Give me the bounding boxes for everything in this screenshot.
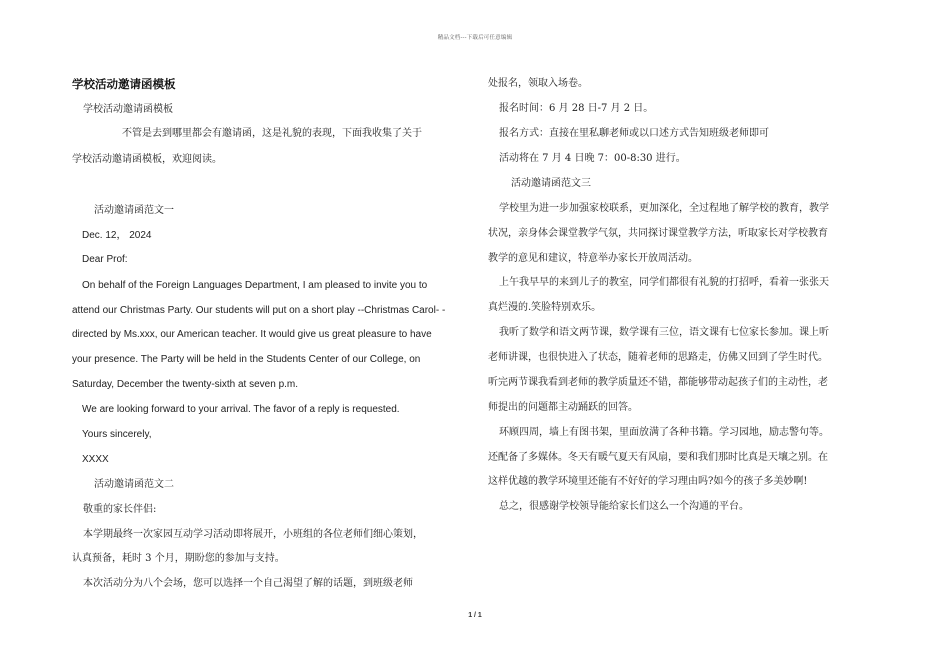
paragraph-line: 活动将在 7 月 4 日晚 7：00-8:30 进行。 [499, 153, 686, 164]
paragraph-line: 教学的意见和建议，特意举办家长开放周活动。 [488, 253, 698, 264]
paragraph-line: 听完两节课我看到老师的教学质量还不错，都能够带动起孩子们的主动性，老 [488, 377, 828, 388]
letter-closing: Yours sincerely, [82, 429, 152, 440]
paragraph-line: 本学期最终一次家园互动学习活动即将展开，小班组的各位老师们细心策划， [83, 529, 423, 540]
paragraph-line: 我听了数学和语文两节课，数学课有三位，语文课有七位家长参加。课上听 [499, 327, 829, 338]
paragraph-line: 不管是去到哪里都会有邀请函，这是礼貌的表现，下面我收集了关于 [122, 128, 422, 139]
paragraph-line: 总之，很感谢学校领导能给家长们这么一个沟通的平台。 [499, 501, 749, 512]
letter-signature: XXXX [82, 454, 109, 465]
section-heading: 活动邀请函范文一 [94, 205, 174, 216]
paragraph-line: 真烂漫的.笑脸特别欢乐。 [488, 302, 602, 313]
paragraph-line: 老师讲课，也很快进入了状态，随着老师的思路走，仿佛又回到了学生时代。 [488, 352, 828, 363]
paragraph-line: 学校里为进一步加强家校联系，更加深化，全过程地了解学校的教育，教学 [499, 203, 829, 214]
letter-salutation: Dear Prof: [82, 254, 128, 265]
section-heading: 活动邀请函范文二 [94, 479, 174, 490]
section-heading: 活动邀请函范文三 [511, 178, 591, 189]
paragraph-line: 处报名，领取入场卷。 [488, 78, 588, 89]
paragraph-line: 学校活动邀请函模板，欢迎阅读。 [72, 154, 222, 165]
paragraph-line: 还配备了多媒体。冬天有暖气夏天有风扇，要和我们那时比真是天壤之别。在 [488, 452, 828, 463]
paragraph-line: directed by Ms.xxx, our American teacher. It would give us great pleasure to have [72, 329, 432, 340]
paragraph-line: 报名时间：6 月 28 日-7 月 2 日。 [499, 103, 654, 114]
paragraph-line: 敬重的家长伴侣: [83, 504, 157, 515]
page-header: 精品文档---下载后可任意编辑 [437, 35, 513, 41]
paragraph-line: 认真预备，耗时 3 个月，期盼您的参加与支持。 [72, 553, 285, 564]
paragraph-line: Saturday, December the twenty-sixth at seven p.m. [72, 379, 299, 390]
paragraph-line: 这样优越的教学环境里还能有不好好的学习理由吗?如今的孩子多美妙啊! [488, 476, 808, 487]
paragraph-line: your presence. The Party will be held in the Students Center of our College, on [72, 354, 421, 365]
paragraph-line: 学校活动邀请函模板 [83, 104, 173, 115]
paragraph-line: 环顾四周，墙上有图书架，里面放满了各种书籍。学习园地，励志警句等。 [499, 427, 829, 438]
paragraph-line: 本次活动分为八个会场，您可以选择一个自己渴望了解的话题，到班级老师 [83, 578, 413, 589]
paragraph-line: 上午我早早的来到儿子的教室，同学们都很有礼貌的打招呼，看着一张张天 [499, 277, 829, 288]
paragraph-line: 报名方式：直接在里私聊老师或以口述方式告知班级老师即可 [499, 128, 769, 139]
paragraph-line: On behalf of the Foreign Languages Department, I am pleased to invite you to [82, 280, 428, 291]
paragraph-line: attend our Christmas Party. Our students will put on a short play --Christmas Carol- - [72, 305, 446, 316]
paragraph-line: 师提出的问题都主动踊跃的回答。 [488, 402, 638, 413]
paragraph-line: 状况，亲身体会课堂教学气氛，共同探讨课堂教学方法，听取家长对学校教育 [488, 228, 828, 239]
page-number: 1 / 1 [468, 612, 482, 619]
letter-date: Dec. 12， 2024 [82, 230, 152, 241]
paragraph-line: We are looking forward to your arrival. The favor of a reply is requested. [82, 404, 400, 415]
document-title: 学校活动邀请函模板 [72, 77, 176, 91]
